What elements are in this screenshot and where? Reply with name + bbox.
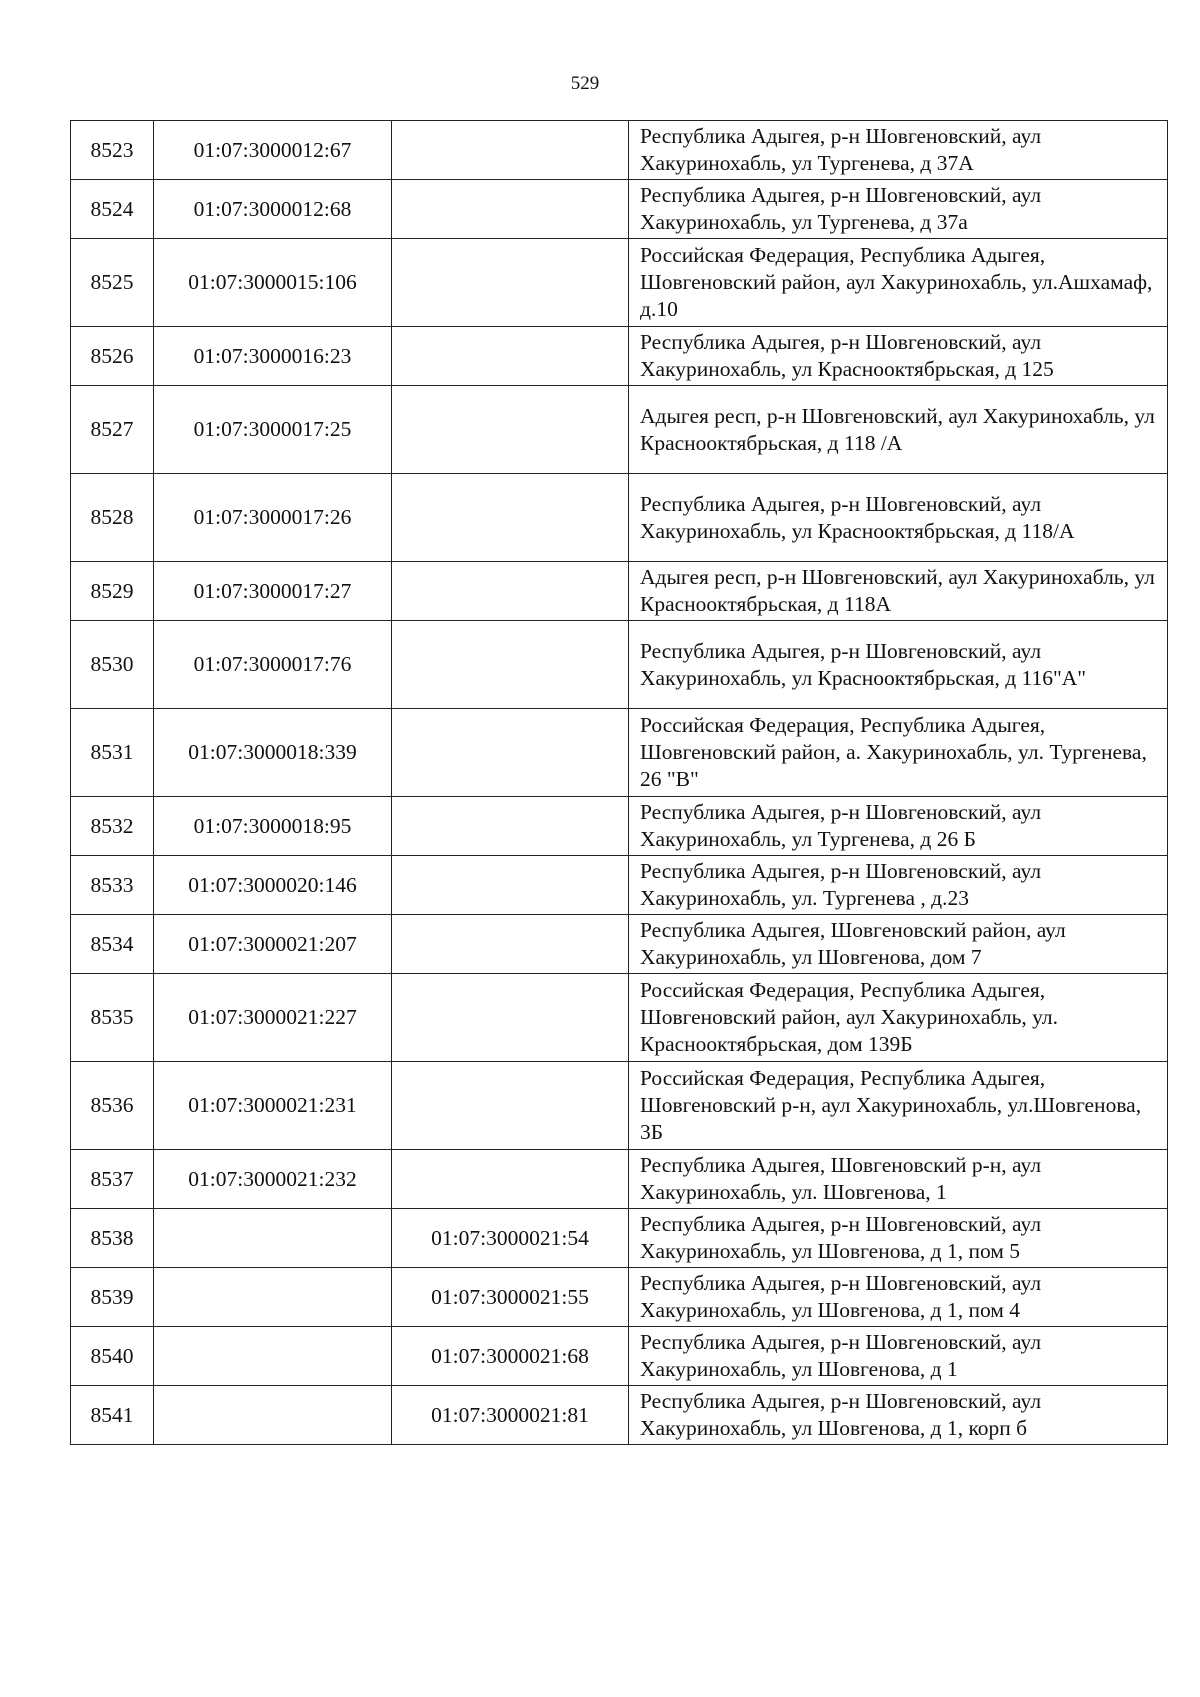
table-row bbox=[71, 1386, 1168, 1445]
table-row bbox=[71, 180, 1168, 239]
address-cell: Российская Федерация, Республика Адыгея, Шовгеновский р-н, аул Хакуринохабль, ул.Шовгенова, 3Б bbox=[629, 1062, 1168, 1150]
address-cell: Республика Адыгея, р-н Шовгеновский, аул Хакуринохабль, ул Тургенева, д 26 Б bbox=[629, 797, 1168, 856]
address-cell: Российская Федерация, Республика Адыгея, Шовгеновский район, аул Хакуринохабль, ул.Ашхамаф, д.10 bbox=[629, 239, 1168, 327]
cadastral-object-cell bbox=[392, 562, 629, 621]
registry-table-body bbox=[71, 121, 1168, 1445]
cadastral-object-cell bbox=[392, 239, 629, 327]
row-number-cell: 8539 bbox=[71, 1268, 154, 1327]
row-number-cell: 8532 bbox=[71, 797, 154, 856]
cadastral-object-cell bbox=[392, 709, 629, 797]
address-cell: Республика Адыгея, р-н Шовгеновский, аул Хакуринохабль, ул Краснооктябрьская, д 125 bbox=[629, 327, 1168, 386]
row-number-cell: 8530 bbox=[71, 621, 154, 709]
cadastral-parcel-cell: 01:07:3000017:26 bbox=[154, 474, 392, 562]
row-number-cell: 8523 bbox=[71, 121, 154, 180]
cadastral-parcel-cell: 01:07:3000012:68 bbox=[154, 180, 392, 239]
cadastral-parcel-cell bbox=[154, 1386, 392, 1445]
address-cell: Республика Адыгея, р-н Шовгеновский, аул Хакуринохабль, ул Шовгенова, д 1, корп б bbox=[629, 1386, 1168, 1445]
table-row bbox=[71, 621, 1168, 709]
row-number-cell: 8541 bbox=[71, 1386, 154, 1445]
address-cell: Республика Адыгея, р-н Шовгеновский, аул Хакуринохабль, ул. Тургенева , д.23 bbox=[629, 856, 1168, 915]
cadastral-object-cell bbox=[392, 856, 629, 915]
table-row bbox=[71, 1209, 1168, 1268]
table-row bbox=[71, 474, 1168, 562]
row-number-cell: 8538 bbox=[71, 1209, 154, 1268]
address-cell: Республика Адыгея, р-н Шовгеновский, аул Хакуринохабль, ул Краснооктябрьская, д 116"А" bbox=[629, 621, 1168, 709]
table-row bbox=[71, 915, 1168, 974]
row-number-cell: 8534 bbox=[71, 915, 154, 974]
address-cell: Республика Адыгея, Шовгеновский р-н, аул Хакуринохабль, ул. Шовгенова, 1 bbox=[629, 1150, 1168, 1209]
table-row bbox=[71, 239, 1168, 327]
cadastral-object-cell bbox=[392, 180, 629, 239]
table-row bbox=[71, 1062, 1168, 1150]
row-number-cell: 8525 bbox=[71, 239, 154, 327]
address-cell: Республика Адыгея, р-н Шовгеновский, аул Хакуринохабль, ул Шовгенова, д 1, пом 5 bbox=[629, 1209, 1168, 1268]
row-number-cell: 8529 bbox=[71, 562, 154, 621]
cadastral-parcel-cell bbox=[154, 1268, 392, 1327]
cadastral-object-cell bbox=[392, 915, 629, 974]
cadastral-parcel-cell: 01:07:3000021:207 bbox=[154, 915, 392, 974]
cadastral-parcel-cell: 01:07:3000015:106 bbox=[154, 239, 392, 327]
cadastral-object-cell bbox=[392, 621, 629, 709]
table-row bbox=[71, 1150, 1168, 1209]
table-row bbox=[71, 121, 1168, 180]
cadastral-parcel-cell: 01:07:3000012:67 bbox=[154, 121, 392, 180]
cadastral-object-cell: 01:07:3000021:81 bbox=[392, 1386, 629, 1445]
address-cell: Республика Адыгея, р-н Шовгеновский, аул Хакуринохабль, ул Шовгенова, д 1 bbox=[629, 1327, 1168, 1386]
table-row bbox=[71, 1327, 1168, 1386]
cadastral-object-cell bbox=[392, 797, 629, 856]
cadastral-parcel-cell bbox=[154, 1327, 392, 1386]
row-number-cell: 8524 bbox=[71, 180, 154, 239]
table-row bbox=[71, 974, 1168, 1062]
cadastral-parcel-cell bbox=[154, 1209, 392, 1268]
row-number-cell: 8535 bbox=[71, 974, 154, 1062]
address-cell: Российская Федерация, Республика Адыгея, Шовгеновский район, аул Хакуринохабль, ул. Краснооктябрьская, дом 139Б bbox=[629, 974, 1168, 1062]
cadastral-parcel-cell: 01:07:3000017:27 bbox=[154, 562, 392, 621]
table-row bbox=[71, 1268, 1168, 1327]
address-cell: Адыгея респ, р-н Шовгеновский, аул Хакуринохабль, ул Краснооктябрьская, д 118А bbox=[629, 562, 1168, 621]
registry-table bbox=[70, 120, 1168, 1445]
cadastral-object-cell bbox=[392, 974, 629, 1062]
cadastral-parcel-cell: 01:07:3000021:231 bbox=[154, 1062, 392, 1150]
address-cell: Республика Адыгея, р-н Шовгеновский, аул Хакуринохабль, ул Шовгенова, д 1, пом 4 bbox=[629, 1268, 1168, 1327]
address-cell: Российская Федерация, Республика Адыгея, Шовгеновский район, а. Хакуринохабль, ул. Тургенева, 26 "В" bbox=[629, 709, 1168, 797]
cadastral-object-cell bbox=[392, 474, 629, 562]
cadastral-object-cell bbox=[392, 121, 629, 180]
row-number-cell: 8536 bbox=[71, 1062, 154, 1150]
cadastral-parcel-cell: 01:07:3000018:95 bbox=[154, 797, 392, 856]
cadastral-parcel-cell: 01:07:3000020:146 bbox=[154, 856, 392, 915]
table-row bbox=[71, 797, 1168, 856]
cadastral-parcel-cell: 01:07:3000017:76 bbox=[154, 621, 392, 709]
row-number-cell: 8531 bbox=[71, 709, 154, 797]
cadastral-object-cell: 01:07:3000021:68 bbox=[392, 1327, 629, 1386]
cadastral-parcel-cell: 01:07:3000017:25 bbox=[154, 386, 392, 474]
address-cell: Республика Адыгея, р-н Шовгеновский, аул Хакуринохабль, ул Краснооктябрьская, д 118/А bbox=[629, 474, 1168, 562]
cadastral-parcel-cell: 01:07:3000021:232 bbox=[154, 1150, 392, 1209]
table-row bbox=[71, 709, 1168, 797]
address-cell: Республика Адыгея, р-н Шовгеновский, аул Хакуринохабль, ул Тургенева, д 37а bbox=[629, 180, 1168, 239]
address-cell: Адыгея респ, р-н Шовгеновский, аул Хакуринохабль, ул Краснооктябрьская, д 118 /А bbox=[629, 386, 1168, 474]
address-cell: Республика Адыгея, Шовгеновский район, аул Хакуринохабль, ул Шовгенова, дом 7 bbox=[629, 915, 1168, 974]
cadastral-parcel-cell: 01:07:3000018:339 bbox=[154, 709, 392, 797]
table-row bbox=[71, 327, 1168, 386]
row-number-cell: 8528 bbox=[71, 474, 154, 562]
table-row bbox=[71, 856, 1168, 915]
cadastral-object-cell bbox=[392, 1062, 629, 1150]
address-cell: Республика Адыгея, р-н Шовгеновский, аул Хакуринохабль, ул Тургенева, д 37А bbox=[629, 121, 1168, 180]
cadastral-object-cell bbox=[392, 386, 629, 474]
cadastral-object-cell bbox=[392, 327, 629, 386]
row-number-cell: 8540 bbox=[71, 1327, 154, 1386]
page-number: 529 bbox=[570, 73, 600, 94]
cadastral-object-cell bbox=[392, 1150, 629, 1209]
row-number-cell: 8537 bbox=[71, 1150, 154, 1209]
row-number-cell: 8526 bbox=[71, 327, 154, 386]
table-row bbox=[71, 386, 1168, 474]
table-row bbox=[71, 562, 1168, 621]
cadastral-parcel-cell: 01:07:3000016:23 bbox=[154, 327, 392, 386]
row-number-cell: 8527 bbox=[71, 386, 154, 474]
cadastral-object-cell: 01:07:3000021:54 bbox=[392, 1209, 629, 1268]
row-number-cell: 8533 bbox=[71, 856, 154, 915]
cadastral-object-cell: 01:07:3000021:55 bbox=[392, 1268, 629, 1327]
cadastral-parcel-cell: 01:07:3000021:227 bbox=[154, 974, 392, 1062]
